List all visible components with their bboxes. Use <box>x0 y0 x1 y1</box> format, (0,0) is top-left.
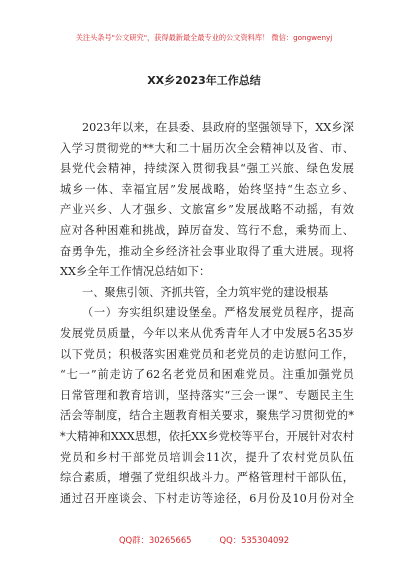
body-line: 活会等制度，结合主题教育相关要求，聚焦学习贯彻党的* <box>60 409 354 423</box>
body-line: XX乡全年工作情况总结如下： <box>60 265 211 279</box>
body-line: 通过召开座谈会、下村走访等途径，6月份及10月份对全 <box>60 491 354 505</box>
document-body <box>60 118 354 509</box>
contact-footer <box>0 534 408 546</box>
body-line: （一）夯实组织建设堡垒。严格发展党员程序，提高 <box>82 306 354 320</box>
body-line: 产业兴乡、人才强乡、文旅富乡”发展战略不动摇，有效 <box>60 203 354 217</box>
body-line: 城乡一体、幸福宜居”发展战略，始终坚持“生态立乡、 <box>60 182 354 196</box>
body-line: 奋勇争先，推动全乡经济社会事业取得了重大进展。现将 <box>60 244 354 258</box>
qq-group: QQ群：30265665 <box>118 535 192 545</box>
document-title: XX乡2023年工作总结 <box>147 74 261 87</box>
qq-number: QQ：535304092 <box>219 535 290 545</box>
body-line: 以下党员；积极落实困难党员和老党员的走访慰问工作， <box>60 347 354 361</box>
body-line: 2023年以来，在县委、县政府的坚强领导下，XX乡深 <box>82 121 354 134</box>
body-line: 入学习贯彻党的**大和二十届历次全会精神以及省、市、 <box>60 141 354 155</box>
body-line: 县党代会精神，持续深入贯彻我县“强工兴旅、绿色发展 <box>60 162 354 176</box>
body-line: 发展党员质量，今年以来从优秀青年人才中发展5名35岁 <box>60 326 354 340</box>
section-heading: 一、聚焦引领、齐抓共管，全力筑牢党的建设根基 <box>82 285 329 299</box>
body-line: 应对各种困难和挑战，踔厉奋发、笃行不怠，乘势而上、 <box>60 223 354 237</box>
promo-banner: 关注头条号"公文研究"，获得最新最全最专业的公文资料库！ 微信：gongwenyj <box>75 33 333 42</box>
body-line: 党员和乡村干部党员培训会11次，提升了农村党员队伍 <box>60 450 354 464</box>
body-line: *大精神和XXX思想，依托XX乡党校等平台，开展针对农村 <box>60 429 354 443</box>
body-line: 日常管理和教育培训，坚持落实“三会一课”、专题民主生 <box>60 388 354 402</box>
body-line: 综合素质，增强了党组织战斗力。严格管理村干部队伍， <box>60 471 354 485</box>
body-line: “七一”前走访了62名老党员和困难党员。注重加强党员 <box>60 368 354 382</box>
